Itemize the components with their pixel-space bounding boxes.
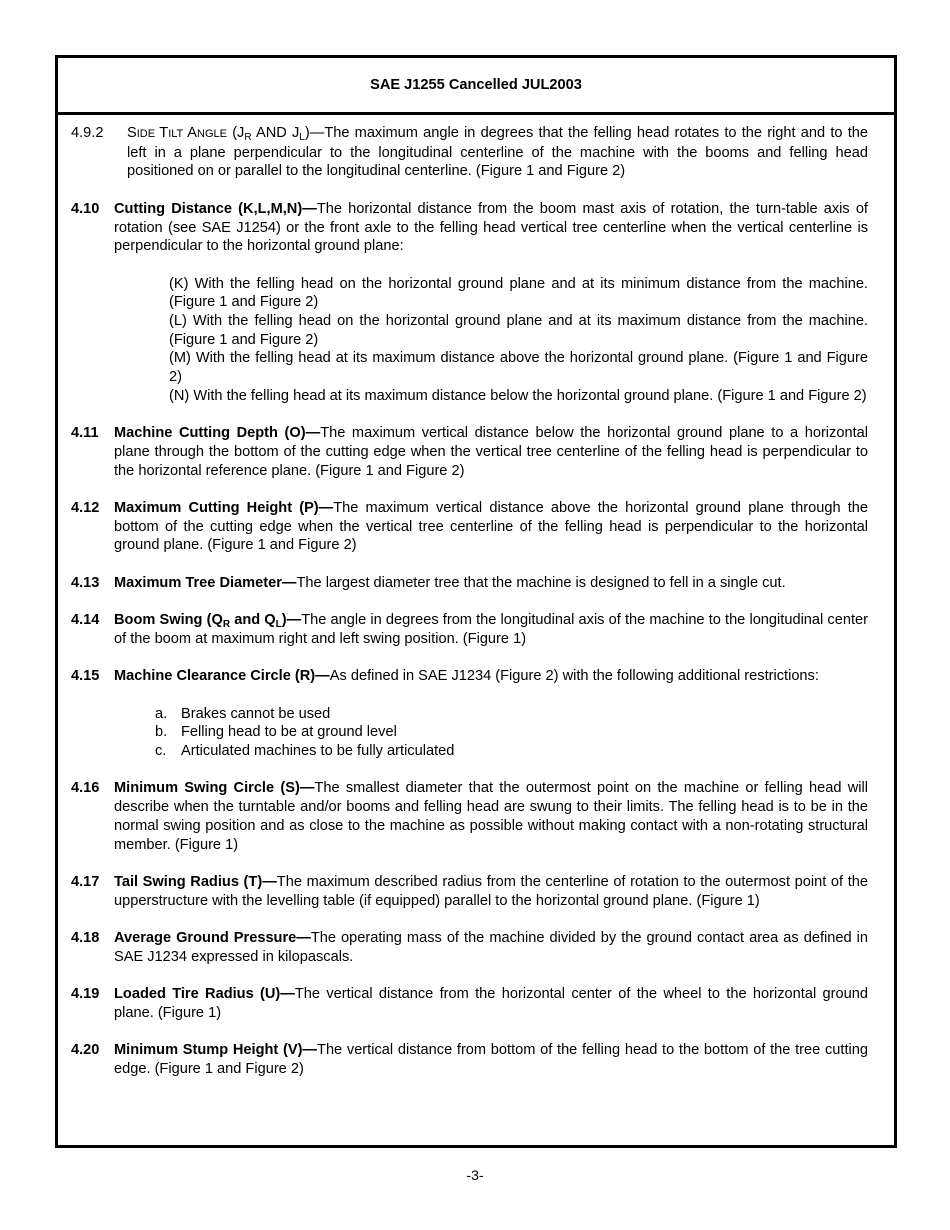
- term-part: )—: [281, 612, 302, 629]
- definition-text: The maximum described radius from the centerline of rotation to the outermost point of the upperstructure with the levelling table (if equipped) parallel to the horizontal ground plane. (Figure 1): [114, 873, 869, 909]
- section-4-20: [71, 1041, 868, 1078]
- section-number: 4.14: [71, 612, 100, 629]
- item-label: (K): [169, 275, 189, 292]
- term: [114, 612, 302, 631]
- item-label: (L): [169, 313, 187, 329]
- term: Machine Clearance Circle (R)—: [114, 668, 330, 685]
- list-item: [141, 387, 868, 406]
- section-4-16: [71, 779, 868, 854]
- item-label: (M): [169, 350, 191, 367]
- section-text: [114, 611, 868, 648]
- section-number: 4.10: [71, 200, 100, 217]
- section-number: 4.17: [71, 873, 100, 890]
- definition-text: The vertical distance from the horizontal center of the wheel to the horizontal ground plane. (Figure 1): [114, 986, 868, 1021]
- subscript-l: L: [275, 619, 282, 631]
- list-item: [141, 312, 868, 349]
- section-text: [114, 499, 868, 555]
- smallcaps-s: S: [127, 125, 137, 141]
- term: Loaded Tire Radius (U)—: [114, 986, 295, 1003]
- section-text: [114, 985, 868, 1022]
- section-4-9-2: [71, 124, 868, 181]
- subscript-r: R: [244, 132, 252, 143]
- section-4-14: [71, 611, 868, 648]
- list-item: [141, 349, 868, 386]
- item-text: With the felling head on the horizontal ground plane and at its maximum distance from the machine. (Figure 1 and Figure 2): [169, 313, 868, 348]
- definition-text: The maximum vertical distance below the horizontal ground plane to a horizontal plane through the bottom of the cutting edge when the vertical tree centerline of the felling head is perpendicular to the horizontal reference plane. (Figure 1 and Figure 2): [114, 425, 868, 479]
- section-4-19: [71, 985, 868, 1022]
- term-part: and Q: [230, 612, 276, 629]
- section-text: [114, 873, 868, 910]
- section-text: [114, 574, 868, 593]
- smallcaps-rest: ILT: [168, 128, 188, 140]
- list-item: [141, 275, 868, 312]
- section-4-10: [71, 200, 868, 256]
- cutting-distance-list: [141, 275, 868, 406]
- section-text: [114, 200, 868, 256]
- list-item: [155, 705, 868, 724]
- definition-text: )—The maximum angle in degrees that the felling head rotates to the right and to the left in a plane perpendicular to the longitudinal centerline of the machine with the booms and felling head positioned on or parallel to the longitudinal centerline. (Figure 1 and Figure 2): [127, 125, 868, 180]
- term: Cutting Distance (K,L,M,N)—: [114, 200, 317, 217]
- term: Machine Cutting Depth (O)—: [114, 425, 321, 442]
- term: Tail Swing Radius (T)—: [114, 873, 277, 890]
- term-part: Boom Swing (Q: [114, 612, 223, 629]
- section-number: 4.11: [71, 425, 99, 442]
- section-4-18: [71, 929, 868, 966]
- list-item: [155, 742, 868, 761]
- section-number: 4.20: [71, 1042, 100, 1059]
- section-text: [114, 929, 868, 966]
- term: Average Ground Pressure—: [114, 930, 311, 947]
- item-text: Brakes cannot be used: [181, 705, 331, 722]
- definition-text: The vertical distance from bottom of the felling head to the bottom of the tree cutting edge. (Figure 1 and Figure 2): [114, 1042, 868, 1077]
- section-4-12: [71, 499, 868, 555]
- smallcaps-a: A: [187, 125, 198, 141]
- restrictions-list: [155, 705, 868, 761]
- definition-text: The angle in degrees from the longitudinal axis of the machine to the longitudinal center of the boom at maximum right and left swing position. (Figure 1): [114, 612, 868, 647]
- item-label: c.: [155, 743, 167, 760]
- section-4-17: [71, 873, 868, 910]
- term: Maximum Cutting Height (P)—: [114, 500, 334, 516]
- definition-text: The largest diameter tree that the machine is designed to fell in a single cut.: [296, 574, 786, 591]
- item-text: With the felling head at its maximum distance above the horizontal ground plane. (Figure 1 and Figure 2): [169, 350, 868, 386]
- definition-text: The maximum vertical distance above the horizontal ground plane through the bottom of the cutting edge when the vertical tree centerline of the felling head is perpendicular to the horizontal ground plane. (Figure 1 and Figure 2): [114, 500, 868, 554]
- section-text: [114, 667, 868, 686]
- term-part: (J: [227, 125, 245, 141]
- item-label: a.: [155, 705, 168, 722]
- section-number: 4.19: [71, 986, 100, 1003]
- section-number: 4.12: [71, 500, 100, 516]
- definition-text: The smallest diameter that the outermost point on the machine or felling head will describe when the turntable and/or booms and felling head are swung to their limits. The felling head is to be in the normal swing position and as close to the machine as possible without making contact with a non-rotating structural member. (Figure 1): [114, 780, 868, 853]
- item-text: Felling head to be at ground level: [181, 724, 397, 741]
- section-number: 4.15: [71, 668, 100, 685]
- section-text: [114, 779, 868, 854]
- section-number: 4.16: [71, 780, 100, 797]
- section-text: [114, 1041, 868, 1078]
- page-frame: [55, 55, 897, 1148]
- smallcaps-t: T: [159, 125, 169, 141]
- section-4-13: [71, 574, 868, 593]
- subscript-r: R: [222, 619, 231, 631]
- list-item: [155, 723, 868, 742]
- definition-text: As defined in SAE J1234 (Figure 2) with the following additional restrictions:: [329, 668, 819, 685]
- item-text: Articulated machines to be fully articulated: [181, 743, 455, 760]
- item-text: With the felling head on the horizontal ground plane and at its minimum distance from the machine. (Figure 1 and Figure 2): [169, 275, 868, 311]
- document-header: [58, 58, 894, 115]
- smallcaps-rest: IDE: [136, 128, 160, 140]
- page-number: -3-: [466, 1167, 484, 1183]
- term: Minimum Stump Height (V)—: [114, 1042, 318, 1059]
- term-part: AND J: [251, 125, 300, 141]
- section-number: 4.18: [71, 930, 100, 947]
- section-number: 4.9.2: [71, 125, 104, 141]
- term: Minimum Swing Circle (S)—: [114, 780, 315, 797]
- section-number: 4.13: [71, 574, 100, 591]
- header-title: SAE J1255 Cancelled JUL2003: [370, 77, 582, 93]
- item-text: With the felling head at its maximum distance below the horizontal ground plane. (Figure 1 and Figure 2): [193, 387, 867, 404]
- term: Maximum Tree Diameter—: [114, 574, 297, 591]
- section-text: [114, 424, 868, 480]
- item-label: b.: [155, 724, 168, 741]
- item-label: (N): [169, 387, 190, 404]
- definition-text: The horizontal distance from the boom mast axis of rotation, the turn-table axis of rotation (see SAE J1254) or the front axle to the felling head vertical tree centerline when the vertical centerline is perpendicular to the horizontal ground plane:: [114, 200, 868, 255]
- section-4-11: [71, 424, 868, 480]
- section-4-15: [71, 667, 868, 686]
- document-body: [71, 124, 868, 1097]
- subscript-l: L: [299, 132, 305, 143]
- smallcaps-rest: NGLE: [197, 128, 227, 140]
- section-text: [127, 124, 868, 181]
- definition-text: The operating mass of the machine divided by the ground contact area as defined in SAE J1234 expressed in kilopascals.: [114, 930, 869, 965]
